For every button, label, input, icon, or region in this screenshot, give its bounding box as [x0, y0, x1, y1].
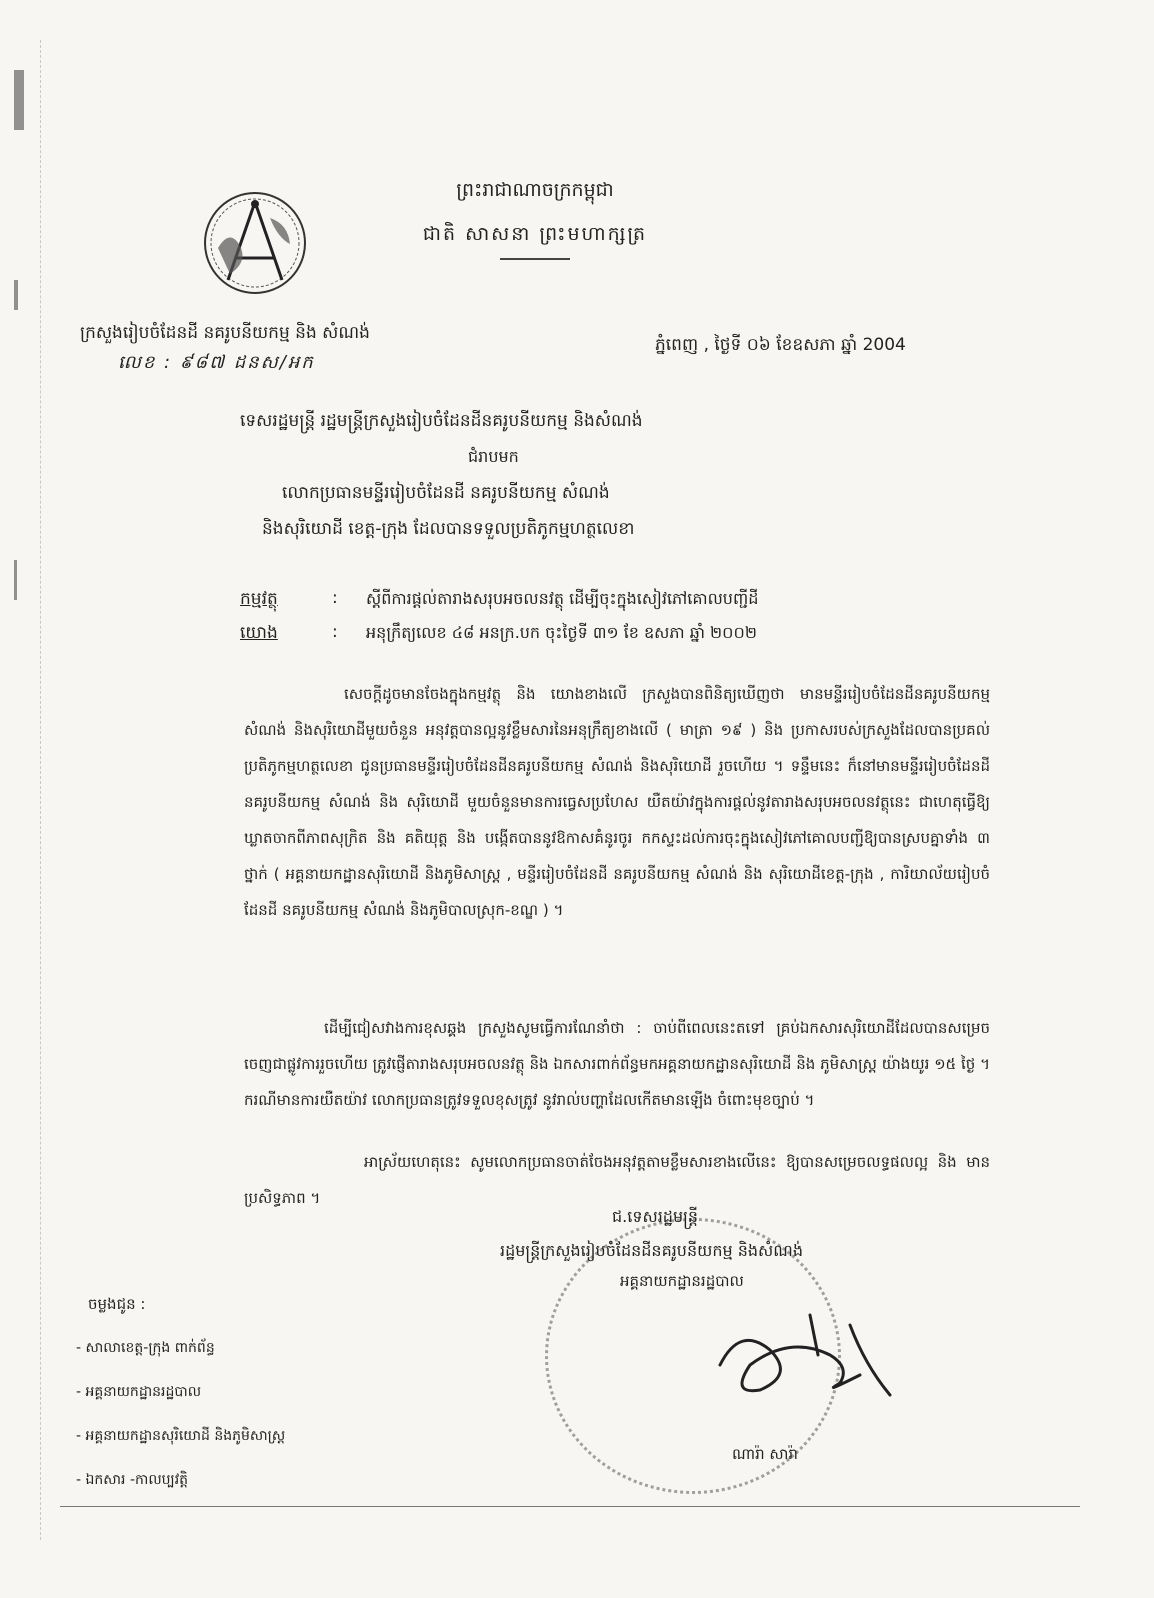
reference-colon: :	[332, 622, 338, 642]
cc-item: - សាលាខេត្ត-ក្រុង ពាក់ព័ន្ធ	[76, 1340, 215, 1356]
subject-colon: :	[332, 588, 338, 608]
handwritten-signature	[700, 1295, 900, 1415]
addressee-recipient-cont: និងសុរិយោដី ខេត្ត-ក្រុង ដែលបានទទួលប្រតិភូកម្មហត្ថលេខា	[262, 519, 635, 539]
footer-rule	[60, 1506, 1080, 1507]
signatory-name: ណារ៉ា សារ៉ា	[732, 1445, 798, 1463]
reference-label: យោង	[240, 623, 278, 643]
scan-mark	[14, 560, 17, 600]
subject-text: ស្តីពីការផ្តល់តារាងសរុបអចលនវត្ថុ ដើម្បីចុះក្នុងសៀវភៅគោលបញ្ជីដី	[366, 589, 759, 608]
scan-mark	[14, 280, 18, 310]
body-paragraph-2: ដើម្បីជៀសវាងការខុសឆ្គង ក្រសួងសូមធ្វើការណែនាំថា : ចាប់ពីពេលនេះតទៅ គ្រប់ឯកសារសុរិយោដីដែលបានសម្រេចចេញជាផ្លូវការរួចហើយ ត្រូវផ្ញើតារាងសរុបអចលនវត្ថុ និង ឯកសារពាក់ព័ន្ធមកអគ្គនាយកដ្ឋានសុរិយោដី និង ភូមិសាស្ត្រ យ៉ាងយូរ ១៥ ថ្ងៃ ។ ករណីមានការយឺតយ៉ាវ លោកប្រធានត្រូវទទួលខុសត្រូវ នូវរាល់បញ្ហាដែលកើតមានឡើង ចំពោះមុខច្បាប់ ។	[244, 1019, 990, 1109]
addressee-greeting: ជំរាបមក	[468, 447, 519, 466]
body-paragraph-3: អាស្រ័យហេតុនេះ សូមលោកប្រធានចាត់ចែងអនុវត្តតាមខ្លឹមសារខាងលើនេះ ឱ្យបានសម្រេចលទ្ធផលល្អ និង មានប្រសិទ្ធភាព ។	[244, 1153, 990, 1207]
signature-department: អគ្គនាយកដ្ឋានរដ្ឋបាល	[620, 1272, 744, 1290]
dateline: ភ្នំពេញ , ថ្ងៃទី ០៦ ខែឧសភា ឆ្នាំ 2004	[655, 335, 906, 355]
signature-title: ជ.ទេសរដ្ឋមន្ត្រី	[612, 1207, 699, 1226]
body-paragraph-1: សេចក្តីដូចមានចែងក្នុងកម្មវត្ថុ និង យោងខាងលើ ក្រសួងបានពិនិត្យឃើញថា មានមន្ទីររៀបចំដែនដីនគរូបនីយកម្ម សំណង់ និងសុរិយោដីមួយចំនួន អនុវត្តបានល្អនូវខ្លឹមសារនៃអនុក្រឹត្យខាងលើ ( មាត្រា ១៩ ) និង ប្រកាសរបស់ក្រសួងដែលបានប្រគល់ប្រតិភូកម្មហត្ថលេខា ជូនប្រធានមន្ទីររៀបចំដែនដីនគរូបនីយកម្ម សំណង់ និងសុរិយោដី រួចហើយ ។ ទន្ទឹមនេះ ក៏នៅមានមន្ទីររៀបចំដែនដី នគរូបនីយកម្ម សំណង់ និង សុរិយោដី មួយចំនួនមានការធ្វេសប្រហែស យឺតយ៉ាវក្នុងការផ្តល់នូវតារាងសរុបអចលនវត្ថុនេះ ជាហេតុធ្វើឱ្យឃ្លាតចាកពីភាពសុក្រិត និង គតិយុត្ត និង បង្កើតបាននូវឱកាសគំនូរចូរ កកស្ទះដល់ការចុះក្នុងសៀវភៅគោលបញ្ជីឱ្យបានស្របគ្នាទាំង ៣ ថ្នាក់ ( អគ្គនាយកដ្ឋានសុរិយោដី និងភូមិសាស្ត្រ , មន្ទីររៀបចំដែនដី នគរូបនីយកម្ម សំណង់ និង សុរិយោដីខេត្ត-ក្រុង , ការិយាល័យរៀបចំដែនដី នគរូបនីយកម្ម សំណង់ និងភូមិបាលស្រុក-ខណ្ឌ ) ។	[244, 685, 990, 919]
cc-item: - អគ្គនាយកដ្ឋានសុរិយោដី និងភូមិសាស្ត្រ	[76, 1428, 286, 1444]
cc-item: - អគ្គនាយកដ្ឋានរដ្ឋបាល	[76, 1384, 202, 1400]
cc-item: - ឯកសារ -កាលប្បវត្តិ	[76, 1472, 189, 1488]
header-ornament	[500, 258, 570, 260]
subject-label: កម្មវត្ថុ	[240, 589, 278, 609]
addressee-sender: ទេសរដ្ឋមន្ត្រី រដ្ឋមន្ត្រីក្រសួងរៀបចំដែនដីនគរូបនីយកម្ម និងសំណង់	[240, 411, 643, 431]
scan-mark	[14, 70, 24, 130]
ministry-emblem-icon	[200, 188, 310, 298]
signature-position: រដ្ឋមន្ត្រីក្រសួងរៀបចំដែនដីនគរូបនីយកម្ម និងសំណង់	[500, 1241, 803, 1260]
scan-edge	[0, 40, 41, 1540]
national-motto: ជាតិ សាសនា ព្រះមហាក្សត្រ	[422, 223, 648, 245]
cc-title: ចម្លងជូន :	[88, 1295, 146, 1313]
kingdom-header: ព្រះរាជាណាចក្រកម្ពុជា	[456, 179, 614, 201]
reference-text: អនុក្រឹត្យលេខ ៤៨ អនក្រ.បក ចុះថ្ងៃទី ៣១ ខែ ឧសភា ឆ្នាំ ២០០២	[366, 623, 757, 642]
addressee-recipient: លោកប្រធានមន្ទីររៀបចំដែនដី នគរូបនីយកម្ម សំណង់	[282, 483, 610, 503]
sender-ministry: ក្រសួងរៀបចំដែនដី នគរូបនីយកម្ម និង សំណង់	[80, 323, 370, 343]
reference-number: លេខ : ៩៨៧ ដនស/អក	[118, 352, 315, 373]
